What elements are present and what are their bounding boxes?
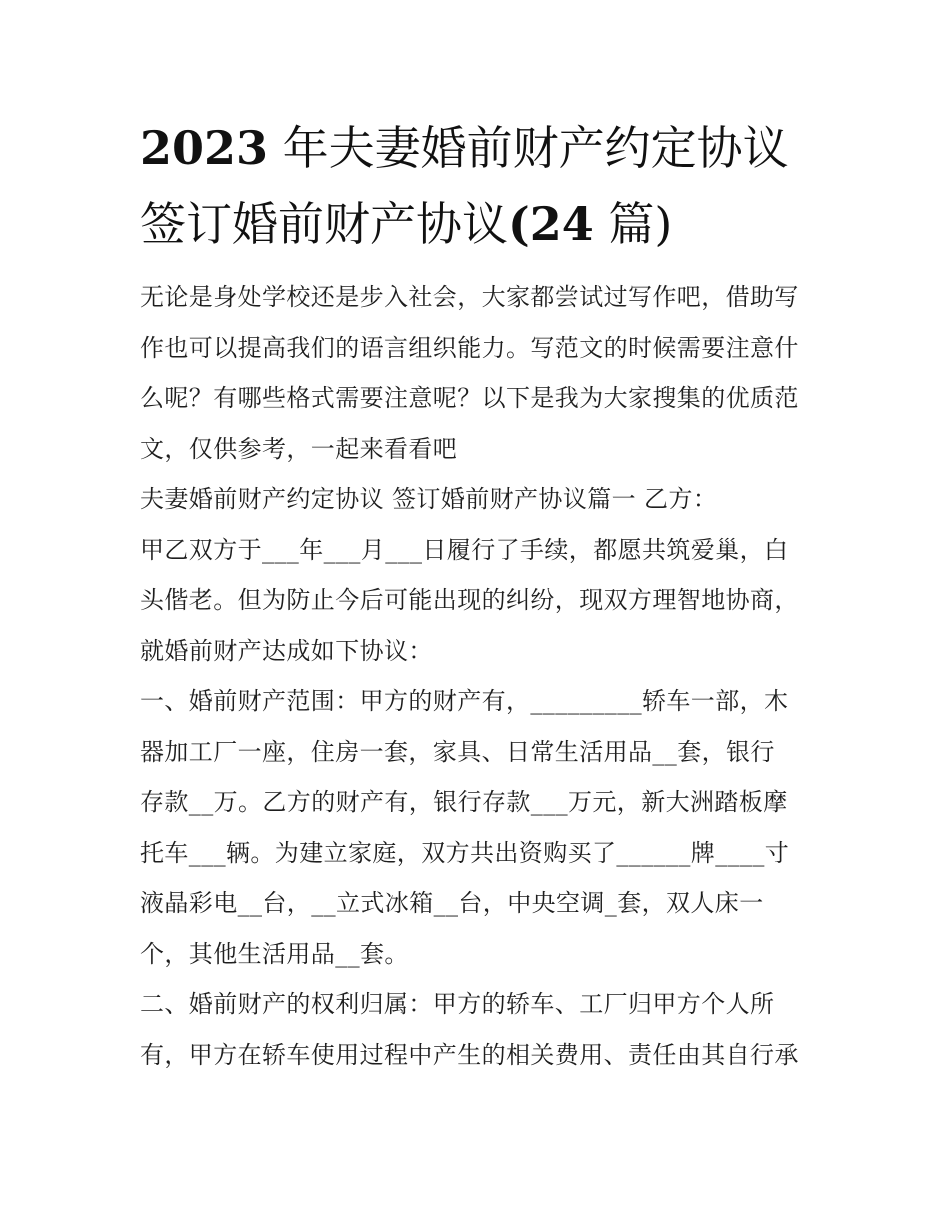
text-line: 一、婚前财产范围：甲方的财产有，_________轿车一部，木 bbox=[140, 687, 789, 715]
text-line: 作也可以提高我们的语言组织能力。写范文的时候需要注意什 bbox=[140, 333, 799, 362]
title-year: 2023 bbox=[140, 121, 269, 175]
document-title bbox=[140, 110, 812, 262]
text-line: 托车___辆。为建立家庭，双方共出资购买了______牌____寸 bbox=[140, 838, 790, 867]
text-line: 无论是身处学校还是步入社会，大家都尝试过写作吧，借助写 bbox=[140, 283, 799, 311]
text-line: 存款__万。乙方的财产有，银行存款___万元，新大洲踏板摩 bbox=[140, 788, 788, 816]
text-line: 文，仅供参考，一起来看看吧 bbox=[140, 434, 458, 463]
text-line: 液晶彩电__台，__立式冰箱__台，中央空调_套，双人床一 bbox=[140, 889, 764, 917]
text-line: 么呢？有哪些格式需要注意呢？以下是我为大家搜集的优质范 bbox=[140, 384, 799, 412]
text-line: 个，其他生活用品__套。 bbox=[140, 939, 409, 968]
text-line: 就婚前财产达成如下协议： bbox=[140, 636, 433, 665]
text-line: 头偕老。但为防止今后可能出现的纠纷，现双方理智地协商， bbox=[140, 586, 799, 614]
document-page bbox=[140, 110, 812, 1080]
text-line: 甲乙双方于___年___月___日履行了手续，都愿共筑爱巢，白 bbox=[140, 535, 789, 564]
text-line: 器加工厂一座，住房一套，家具、日常生活用品__套，银行 bbox=[140, 737, 775, 766]
title-line-2: 签订婚前财产协议(24 篇) bbox=[140, 197, 673, 251]
text-line: 有，甲方在轿车使用过程中产生的相关费用、责任由其自行承 bbox=[140, 1040, 799, 1069]
section-heading-line: 夫妻婚前财产约定协议 签订婚前财产协议篇一 乙方： bbox=[140, 485, 718, 513]
text-line: 二、婚前财产的权利归属：甲方的轿车、工厂归甲方个人所 bbox=[140, 990, 775, 1018]
document-body bbox=[140, 272, 812, 1080]
title-line-1: 2023 年夫妻婚前财产约定协议 bbox=[140, 121, 789, 175]
title-count: (24 bbox=[508, 197, 594, 251]
